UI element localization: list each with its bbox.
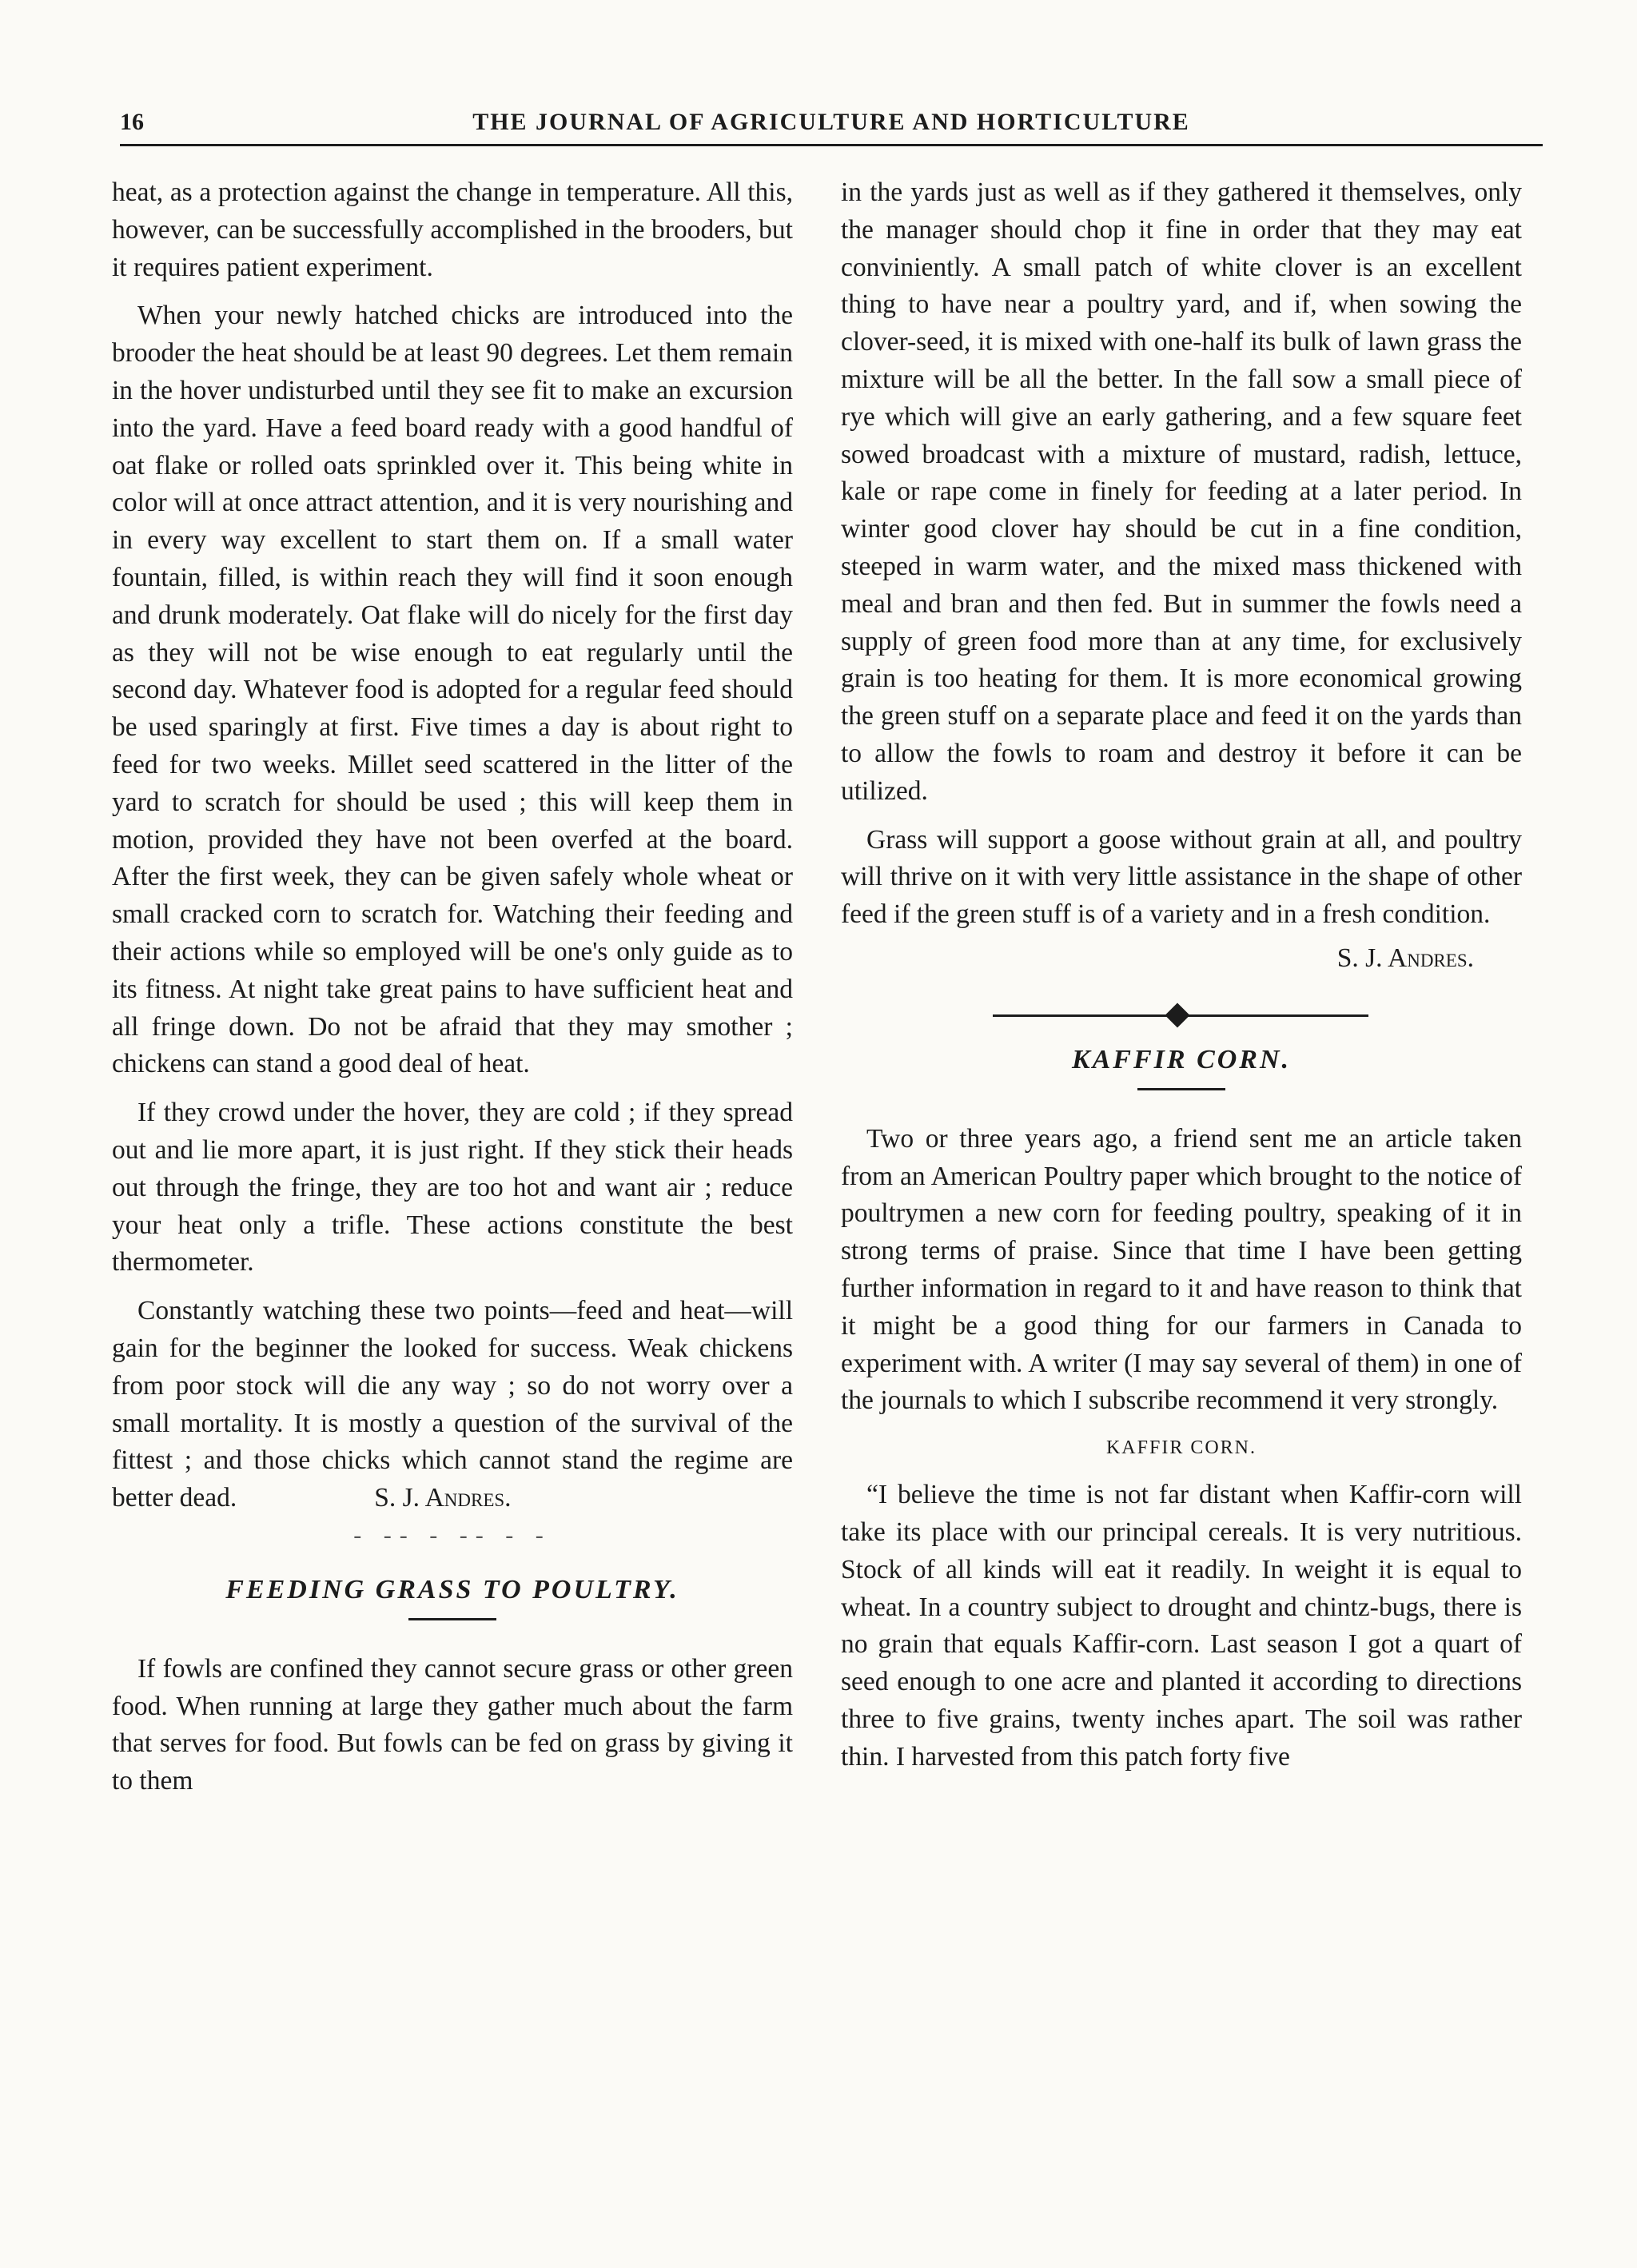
author-signature: S. J. Andres. xyxy=(374,1483,512,1513)
paragraph-text: Constantly watching these two points—feed and heat—will gain for the beginner the looked for success. Weak chickens from poor stock will die any way ; so do not worry over a small mortality. It is mostly a question of the survival of the fittest ; and those chicks which cannot stand the regime are better dead. xyxy=(112,1296,793,1513)
subheading: KAFFIR CORN. xyxy=(1105,1437,1257,1459)
title-rule xyxy=(1137,1088,1225,1090)
paragraph: in the yards just as well as if they gathered it themselves, only the manager should chop it fine in order that they may eat conviniently. A small patch of white clover is an excellent thing to have near a poultry yard, and if, when sowing the clover-seed, it is mixed with one-half its bulk of lawn grass the mixture will be all the better. In the fall sow a small piece of rye which will give an early gathering, and a few square feet sowed broadcast with a mixture of mustard, radish, lettuce, kale or rape come in finely for feeding at a later period. In winter good clover hay should be cut in a fine condition, steeped in warm water, and the mixed mass thickened with meal and bran and then fed. But in summer the fowls need a supply of green food more than at any time, for exclusively grain is too heating for them. It is more economical growing the green stuff on a separate place and feed it on the yards than to allow the fowls to roam and destroy it before it can be utilized. xyxy=(841,177,1522,806)
paragraph: Grass will support a goose without grain at all, and poultry will thrive on it with very little assistance in the shape of other feed if the green stuff is of a variety and in a fresh condition. xyxy=(841,824,1522,930)
section-separator: - -- - -- - - xyxy=(353,1521,552,1549)
section-title: KAFFIR CORN. xyxy=(1071,1044,1292,1074)
ornament-diamond-icon xyxy=(1165,1002,1189,1027)
running-head: THE JOURNAL OF AGRICULTURE AND HORTICULTURE xyxy=(472,109,1190,135)
left-column xyxy=(112,174,793,1800)
section-title: FEEDING GRASS TO POULTRY. xyxy=(225,1574,679,1604)
page-number: 16 xyxy=(120,109,144,135)
paragraph: If they crowd under the hover, they are cold ; if they spread out and lie more apart, it is just right. If they stick their heads out through the fringe, they are too hot and want air ; reduce your heat only a trifle. These actions constitute the best thermometer. xyxy=(112,1098,793,1277)
paragraph: When your newly hatched chicks are introduced into the brooder the heat should be at least 90 degrees. Let them remain in the hover undisturbed until they see fit to make an excursion into the yard. Have a feed board ready with a good handful of oat flake or rolled oats sprinkled over it. This being white in color will at once attract attention, and it is very nourishing and in every way excellent to start them on. If a small water fountain, filled, is within reach they will find it soon enough and drunk moderately. Oat flake will do nicely for the first day as they will not be wise enough to eat regularly until the second day. Whatever food is adopted for a regular feed should be used sparingly at first. Five times a day is about right to feed for two weeks. Millet seed scattered in the litter of the yard to scratch for should be used ; this will keep them in motion, provided they have not been overfed at the board. After the first week, they can be given safely whole wheat or small cracked corn to scratch for. Watching their feeding and their actions while so employed will be one's only guide as to its fitness. At night take great pains to have sufficient heat and all fringe down. Do not be afraid that they may smother ; chickens can stand a good deal of heat. xyxy=(112,301,793,1079)
header-rule xyxy=(120,144,1543,146)
author-signature: S. J. Andres. xyxy=(1336,943,1474,973)
section-ornament xyxy=(841,992,1522,1040)
title-rule xyxy=(408,1618,496,1620)
paragraph: heat, as a protection against the change in temperature. All this, however, can be successfully accomplished in the brooders, but it requires patient experiment. xyxy=(112,177,793,282)
paragraph: If fowls are confined they cannot secure grass or other green food. When running at large they gather much about the farm that serves for food. But fowls can be fed on grass by giving it to them xyxy=(112,1653,793,1796)
paragraph: Two or three years ago, a friend sent me an article taken from an American Poultry paper which brought to the notice of poultrymen a new corn for feeding poultry, speaking of it in strong terms of praise. Since that time I have been getting further information in regard to it and have reason to think that it might be a good thing for our farmers in Canada to experiment with. A writer (I may say several of them) in one of the journals to which I subscribe recommend it very strongly. xyxy=(841,1123,1522,1416)
paragraph-with-signature xyxy=(112,1293,793,1517)
paragraph: “I believe the time is not far distant when Kaffir-corn will take its place with our principal cereals. It is very nutritious. Stock of all kinds will eat it readily. In weight it is equal to wheat. In a country subject to drought and chintz-bugs, there is no grain that equals Kaffir-corn. Last season I got a quart of seed enough to one acre and planted it according to directions three to five grains, twenty inches apart. The soil was rather thin. I harvested from this patch forty five xyxy=(841,1480,1522,1772)
right-column xyxy=(841,174,1522,1776)
page-header xyxy=(120,106,1543,145)
